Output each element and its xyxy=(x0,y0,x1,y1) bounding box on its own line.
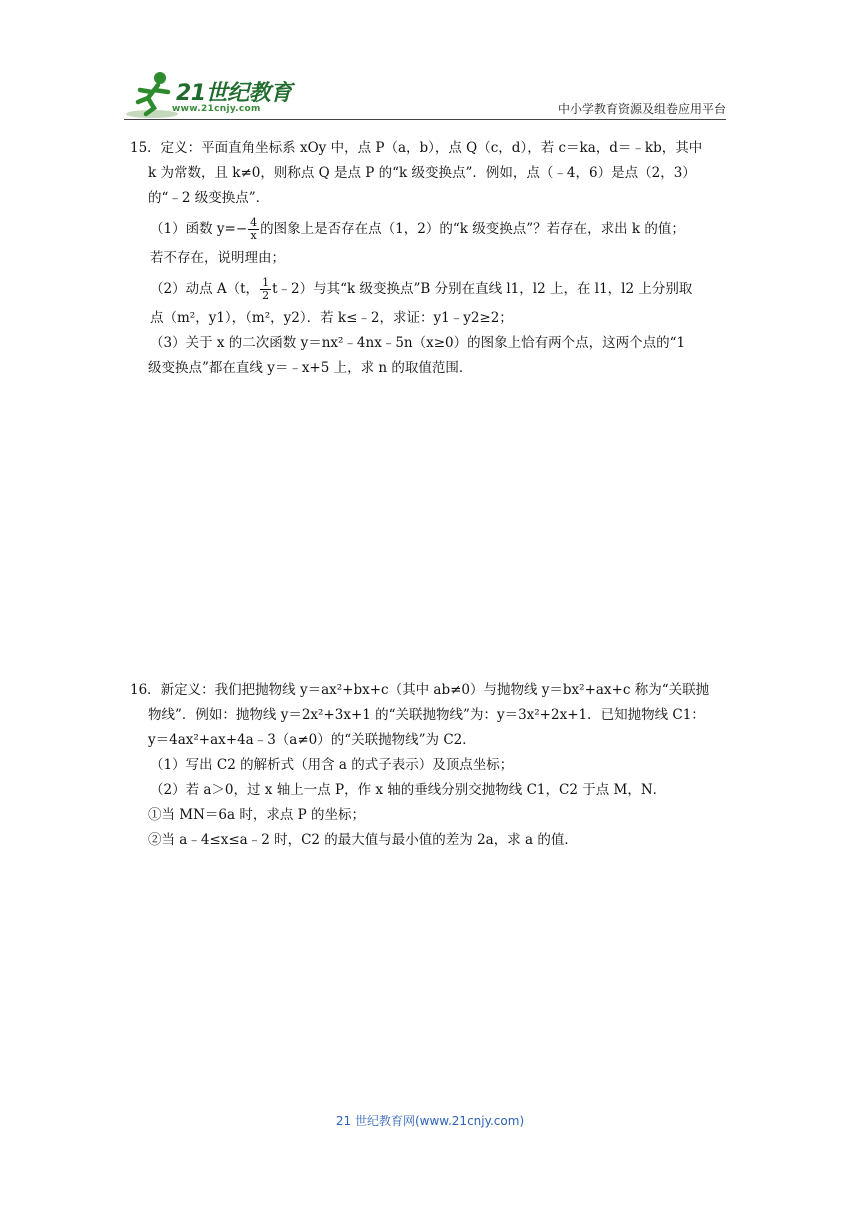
q15-part-1-cont: 若不存在，说明理由； xyxy=(150,250,285,266)
q16-line-3: y＝4ax²+ax+4a﹣3（a≠0）的“关联抛物线”为 C2． xyxy=(148,732,476,748)
q16-line-2: 物线”．例如：抛物线 y＝2x²+3x+1 的“关联抛物线”为：y＝3x²+2x+1．已知抛物线 C1： xyxy=(148,707,705,723)
q16-part-2: （2）若 a＞0，过 x 轴上一点 P，作 x 轴的垂线分别交抛物线 C1，C2 于点 M，N． xyxy=(150,782,667,798)
q15-line-1: 15．定义：平面直角坐标系 xOy 中，点 P（a，b），点 Q（c，d），若 c＝ka，d＝﹣kb，其中 xyxy=(130,140,703,156)
q15-part-1: （1）函数 y=− $\frac{4}{x}$ 的图象上是否存在点（1，2）的“k 级变换点”？若存在，求出 k 的值； xyxy=(150,216,685,242)
q15-line-3: 的“﹣2 级变换点”． xyxy=(148,190,270,206)
site-logo[interactable] xyxy=(124,68,294,122)
q15-part-2: （2）动点 A（t， $\frac{1}{2}$ t﹣2）与其“k 级变换点”B 分别在直线 l1，l2 上，在 l1，l2 上分别取 xyxy=(150,276,693,302)
logo-url-text: www.21cnjy.com xyxy=(172,104,261,114)
platform-name: 中小学教育资源及组卷应用平台 xyxy=(557,102,726,116)
q15-part-3: （3）关于 x 的二次函数 y＝nx²﹣4nx﹣5n（x≥0）的图象上恰有两个点，这两个点的“1 xyxy=(150,335,686,351)
q15-part-3-cont: 级变换点”都在直线 y＝﹣x+5 上，求 n 的取值范围． xyxy=(148,360,473,376)
q16-part-1: （1）写出 C2 的解析式（用含 a 的式子表示）及顶点坐标； xyxy=(150,757,514,773)
q16-case-1: ①当 MN＝6a 时，求点 P 的坐标； xyxy=(148,807,366,823)
fraction-1-over-2: $\frac{1}{2}$ xyxy=(262,276,270,302)
page-footer[interactable]: 21 世纪教育网(www.21cnjy.com) xyxy=(335,1114,525,1128)
q16-line-1: 16．新定义：我们把抛物线 y＝ax²+bx+c（其中 ab≠0）与抛物线 y＝bx²+ax+c 称为“关联抛 xyxy=(130,682,710,698)
question-16 xyxy=(130,678,730,853)
q15-part-2-cont: 点（m²，y1），（m²，y2）．若 k≤﹣2，求证：y1﹣y2≥2； xyxy=(150,310,513,326)
page-header xyxy=(124,68,726,122)
q15-line-2: k 为常数，且 k≠0，则称点 Q 是点 P 的“k 级变换点”．例如，点（﹣4，6）是点（2，3） xyxy=(148,165,696,181)
q16-case-2: ②当 a﹣4≤x≤a﹣2 时，C2 的最大值与最小值的差为 2a，求 a 的值． xyxy=(148,832,578,848)
header-divider xyxy=(124,119,726,120)
fraction-4-over-x: $\frac{4}{x}$ xyxy=(250,216,258,242)
logo-brand-text: 21世纪教育 xyxy=(176,81,292,106)
question-15 xyxy=(130,136,730,381)
